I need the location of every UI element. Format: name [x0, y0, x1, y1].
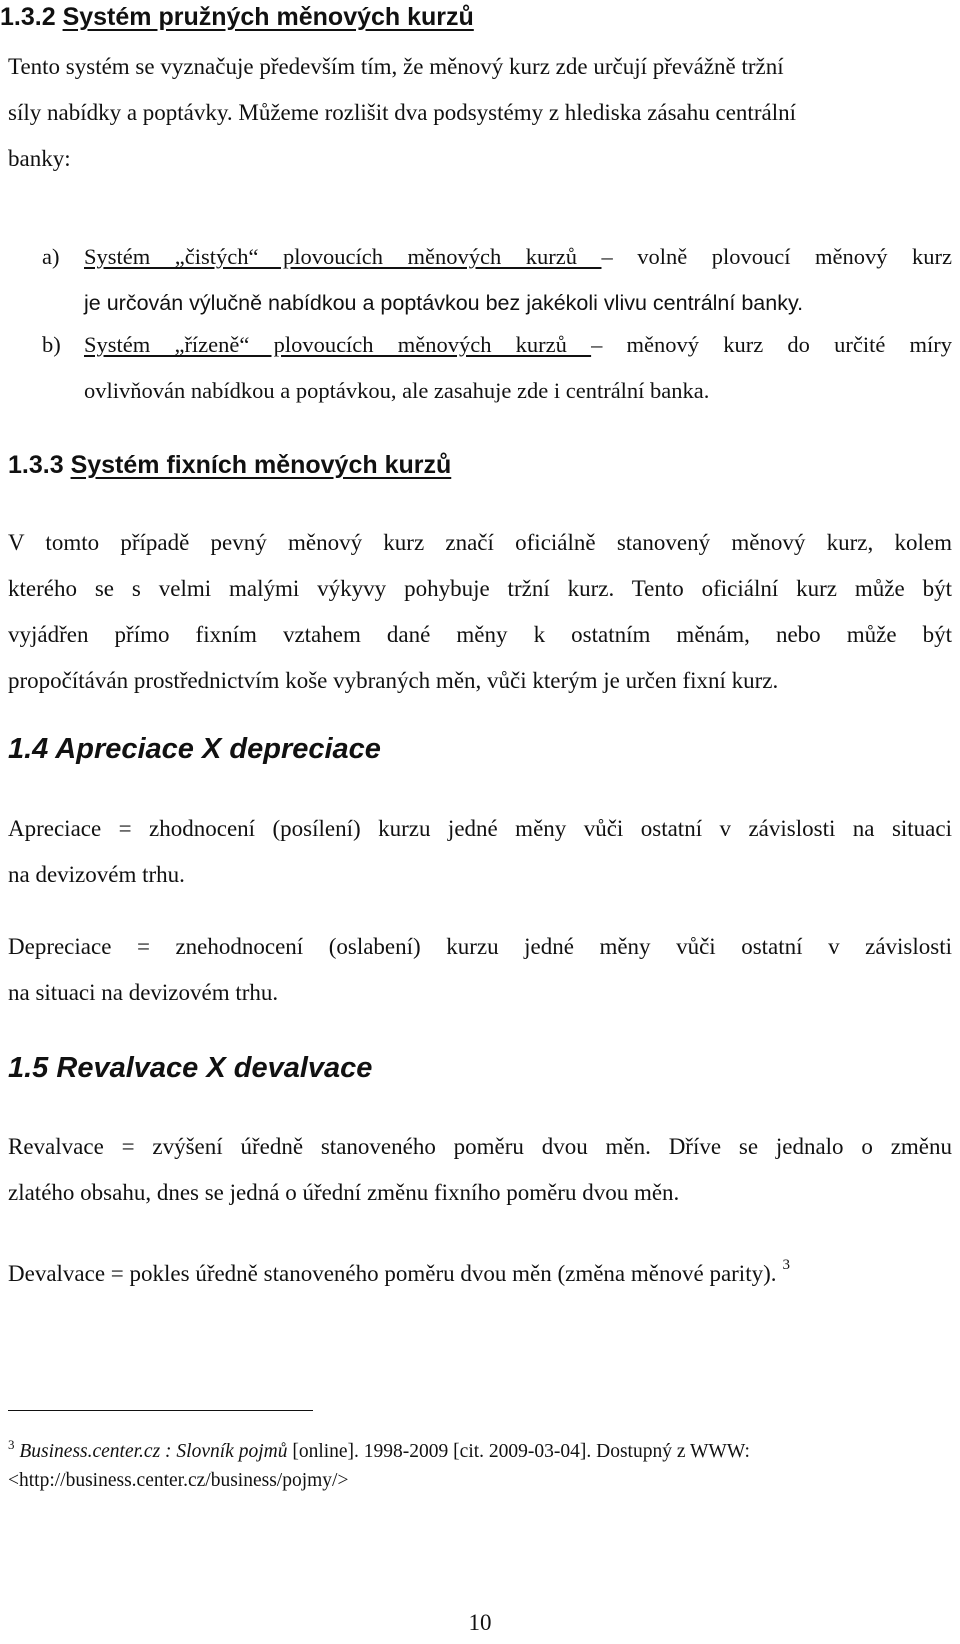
list-item-text-line2: ovlivňován nabídkou a poptávkou, ale zasahuje zde i centrální banka. — [84, 378, 710, 403]
list-marker: a) — [42, 244, 60, 269]
paragraph-appreciation — [8, 806, 952, 898]
text-line: síly nabídky a poptávky. Můžeme rozlišit dva podsystémy z hlediska zásahu centrální — [8, 100, 796, 125]
paragraph-devaluation — [8, 1242, 952, 1297]
section-number: 1.3.2 — [0, 3, 56, 31]
paragraph-revaluation — [8, 1124, 952, 1216]
footnote-text: [online]. 1998-2009 [cit. 2009-03-04]. Dostupný z WWW: — [287, 1441, 750, 1462]
list-item-text: – volně plovoucí měnový kurz — [601, 244, 952, 269]
text-line: V tomto případě pevný měnový kurz značí oficiálně stanovený měnový kurz, kolem — [8, 530, 952, 555]
list-item-text-line2: je určován výlučně nabídkou a poptávkou bez jakékoli vlivu centrální banky. — [84, 291, 804, 315]
chapter-heading-1-4: 1.4 Apreciace X depreciace — [8, 733, 381, 765]
list-item-text: – měnový kurz do určité míry — [591, 332, 952, 357]
text-line: Revalvace = zvýšení úředně stanoveného poměru dvou měn. Dříve se jednalo o změnu — [8, 1134, 952, 1159]
text-line: Devalvace = pokles úředně stanoveného poměru dvou měn (změna měnové parity). — [8, 1261, 777, 1286]
list-item-b — [42, 322, 952, 414]
paragraph-fixed-system — [8, 520, 952, 704]
list-item-link: Systém „řízeně“ plovoucích měnových kurzů — [84, 332, 592, 357]
text-line: Tento systém se vyznačuje především tím, že měnový kurz zde určují převážně tržní — [8, 54, 784, 79]
footnote-source-title: Business.center.cz : Slovník pojmů — [19, 1441, 288, 1462]
text-line: vyjádřen přímo fixním vztahem dané měny k ostatním měnám, nebo může být — [8, 622, 952, 647]
text-line: kterého se s velmi malými výkyvy pohybuje tržní kurz. Tento oficiální kurz může být — [8, 576, 952, 601]
section-title: Systém pružných měnových kurzů — [62, 3, 474, 31]
page-number: 10 — [468, 1610, 492, 1635]
text-line: Depreciace = znehodnocení (oslabení) kurzu jedné měny vůči ostatní v závislosti — [8, 934, 952, 959]
chapter-heading-1-5: 1.5 Revalvace X devalvace — [8, 1052, 373, 1084]
section-number: 1.3.3 — [8, 451, 64, 479]
section-heading-1-3-2 — [0, 2, 474, 32]
footnote-mark: 3 — [8, 1437, 15, 1452]
list-item-link: Systém „čistých“ plovoucích měnových kurzů — [84, 244, 602, 269]
footnote-reference: 3 — [782, 1257, 791, 1273]
footnote-separator — [8, 1410, 313, 1411]
section-title: Systém fixních měnových kurzů — [70, 451, 452, 479]
footnote-url: <http://business.center.cz/business/pojmy/> — [8, 1470, 349, 1491]
text-line: propočítáván prostřednictvím koše vybraných měn, vůči kterým je určen fixní kurz. — [8, 668, 779, 693]
section-heading-1-3-3 — [8, 450, 451, 480]
paragraph-depreciation — [8, 924, 952, 1016]
text-line: na situaci na devizovém trhu. — [8, 980, 279, 1005]
text-line: zlatého obsahu, dnes se jedná o úřední změnu fixního poměru dvou měn. — [8, 1180, 680, 1205]
list-item-a — [42, 234, 952, 326]
list-marker: b) — [42, 332, 61, 357]
text-line: banky: — [8, 146, 71, 171]
text-line: Apreciace = zhodnocení (posílení) kurzu jedné měny vůči ostatní v závislosti na situaci — [8, 816, 952, 841]
text-line: na devizovém trhu. — [8, 862, 185, 887]
footnote — [8, 1430, 952, 1495]
paragraph-floating-system — [8, 44, 952, 182]
